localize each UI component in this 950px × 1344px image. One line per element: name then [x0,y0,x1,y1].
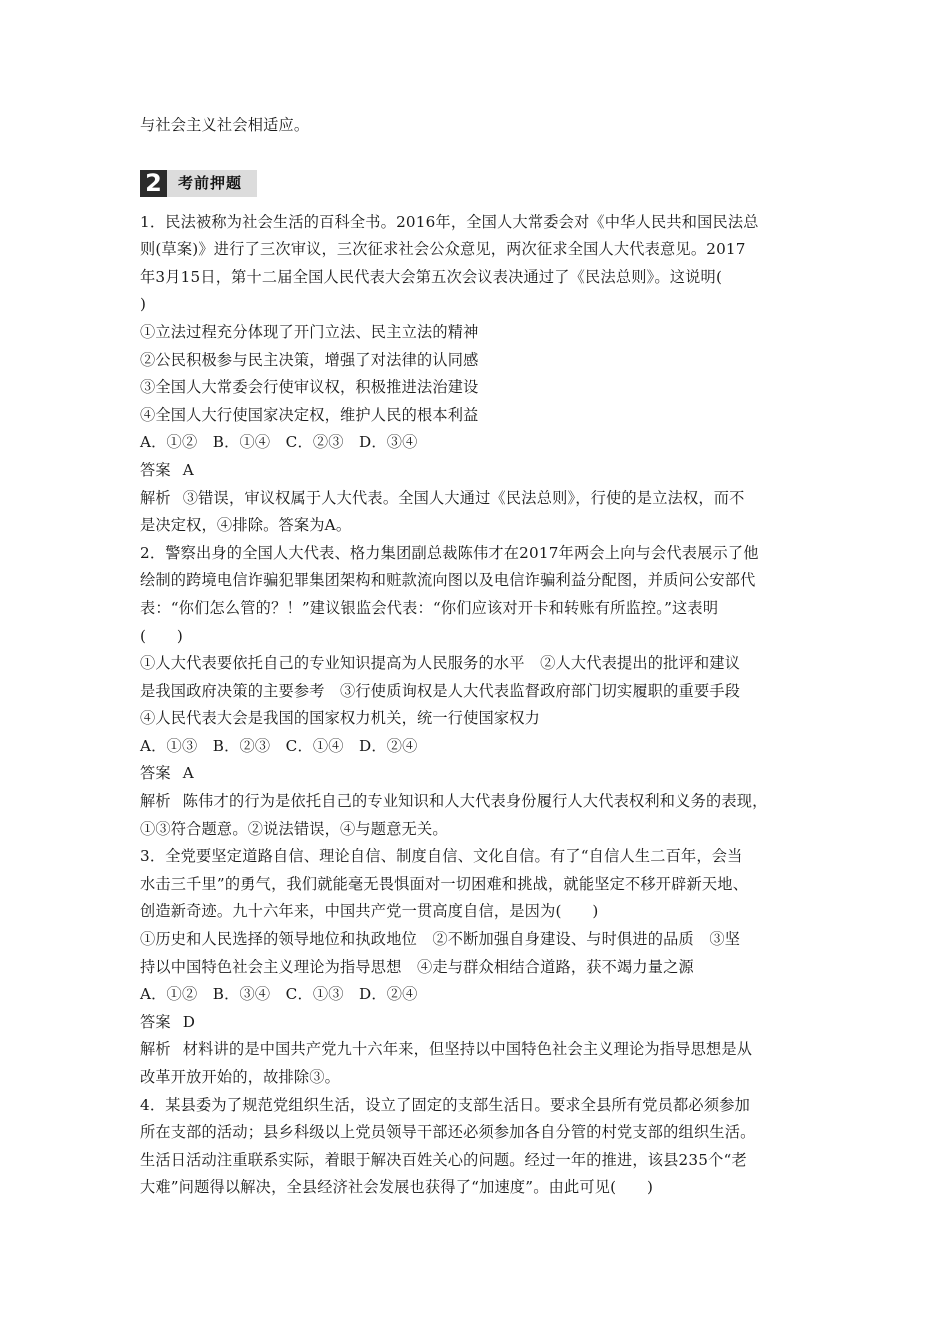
answer-choices: A．①② B．③④ C．①③ D．②④ [140,985,418,1004]
question-block [140,209,814,540]
option-statement: ④全国人大行使国家决定权，维护人民的根本利益 [140,405,479,424]
answer-line [140,760,814,788]
question-stem-line: ) [140,295,147,314]
question-stem-line: 2．警察出身的全国人大代表、格力集团副总裁陈伟才在2017年两会上向与会代表展示了他 [140,543,759,562]
option-statement: ①人大代表要依托自己的专业知识提高为人民服务的水平 ②人大代表提出的批评和建议 [140,654,741,673]
question-block [140,540,814,844]
option-statement: 持以中国特色社会主义理论为指导思想 ④走与群众相结合道路，获不竭力量之源 [140,957,694,976]
answer-line-text: A [182,764,194,783]
analysis-line-label: 解析 [140,792,171,811]
analysis-line: 改革开放开始的，故排除③。 [140,1068,341,1086]
question-list [140,209,814,1202]
analysis-line [140,788,814,816]
option-statement: ①历史和人民选择的领导地位和执政地位 ②不断加强自身建设、与时俱进的品质 ③坚 [140,930,741,949]
document-page [140,112,814,1202]
analysis-line-label: 解析 [140,488,171,507]
option-statement: ④人民代表大会是我国的国家权力机关，统一行使国家权力 [140,709,541,728]
intro-line: 与社会主义社会相适应。 [140,116,310,134]
section-header [140,170,257,197]
analysis-line-text: ③错误，审议权属于人大代表。全国人大通过《民法总则》，行使的是立法权，而不 [182,488,745,507]
analysis-line-text: 陈伟才的行为是依托自己的专业知识和人大代表身份履行人大代表权利和义务的表现， [182,792,768,811]
question-stem-line: 年3月15日，第十二届全国人民代表大会第五次会议表决通过了《民法总则》。这说明( [140,267,723,286]
answer-line-label: 答案 [140,460,171,479]
option-statement: 是我国政府决策的主要参考 ③行使质询权是人大代表监督政府部门切实履职的重要手段 [140,681,741,700]
question-stem-line: 4．某县委为了规范党组织生活，设立了固定的支部生活日。要求全县所有党员都必须参加 [140,1095,750,1114]
analysis-line [140,485,814,513]
analysis-line [140,1036,814,1064]
option-statement: ③全国人大常委会行使审议权，积极推进法治建设 [140,378,479,397]
question-block [140,1092,814,1202]
answer-line-label: 答案 [140,1012,171,1031]
question-stem-line: 生活日活动注重联系实际，着眼于解决百姓关心的问题。经过一年的推进，该县235个“老 [140,1150,747,1169]
answer-choices: A．①② B．①④ C．②③ D．③④ [140,433,418,452]
analysis-line: ①③符合题意。②说法错误，④与题意无关。 [140,819,448,838]
answer-line-label: 答案 [140,764,171,783]
analysis-line-label: 解析 [140,1040,171,1059]
section-title: 考前押题 [178,173,243,192]
answer-choices: A．①③ B．②③ C．①④ D．②④ [140,736,418,755]
analysis-line: 是决定权，④排除。答案为A。 [140,516,352,535]
section-number: 2 [140,170,167,197]
question-stem-line: 水击三千里”的勇气，我们就能毫无畏惧面对一切困难和挑战，就能坚定不移开辟新天地、 [140,874,749,893]
answer-line [140,1009,814,1037]
question-stem-line: ( ) [140,626,184,645]
question-stem-line: 3．全党要坚定道路自信、理论自信、制度自信、文化自信。有了“自信人生二百年，会当 [140,847,743,866]
question-stem-line: 绘制的跨境电信诈骗犯罪集团架构和赃款流向图以及电信诈骗利益分配图，并质问公安部代 [140,571,756,590]
question-stem-line: 创造新奇迹。九十六年来，中国共产党一贯高度自信，是因为( ) [140,902,599,921]
answer-line-text: D [182,1012,196,1031]
question-stem-line: 大难”问题得以解决，全县经济社会发展也获得了“加速度”。由此可见( ) [140,1178,654,1197]
question-stem-line: 所在支部的活动；县乡科级以上党员领导干部还必须参加各自分管的村党支部的组织生活。 [140,1123,756,1142]
question-stem-line: 表：“你们怎么管的？！”建议银监会代表：“你们应该对开卡和转账有所监控。”这表明 [140,598,719,617]
question-block [140,843,814,1091]
analysis-line-text: 材料讲的是中国共产党九十六年来，但坚持以中国特色社会主义理论为指导思想是从 [182,1040,753,1059]
answer-line [140,457,814,485]
option-statement: ②公民积极参与民主决策，增强了对法律的认同感 [140,350,479,369]
answer-line-text: A [182,460,194,479]
question-stem-line: 1．民法被称为社会生活的百科全书。2016年，全国人大常委会对《中华人民共和国民法总 [140,212,759,231]
question-stem-line: 则(草案)》进行了三次审议，三次征求社会公众意见，两次征求全国人大代表意见。2017 [140,240,746,259]
option-statement: ①立法过程充分体现了开门立法、民主立法的精神 [140,322,479,341]
